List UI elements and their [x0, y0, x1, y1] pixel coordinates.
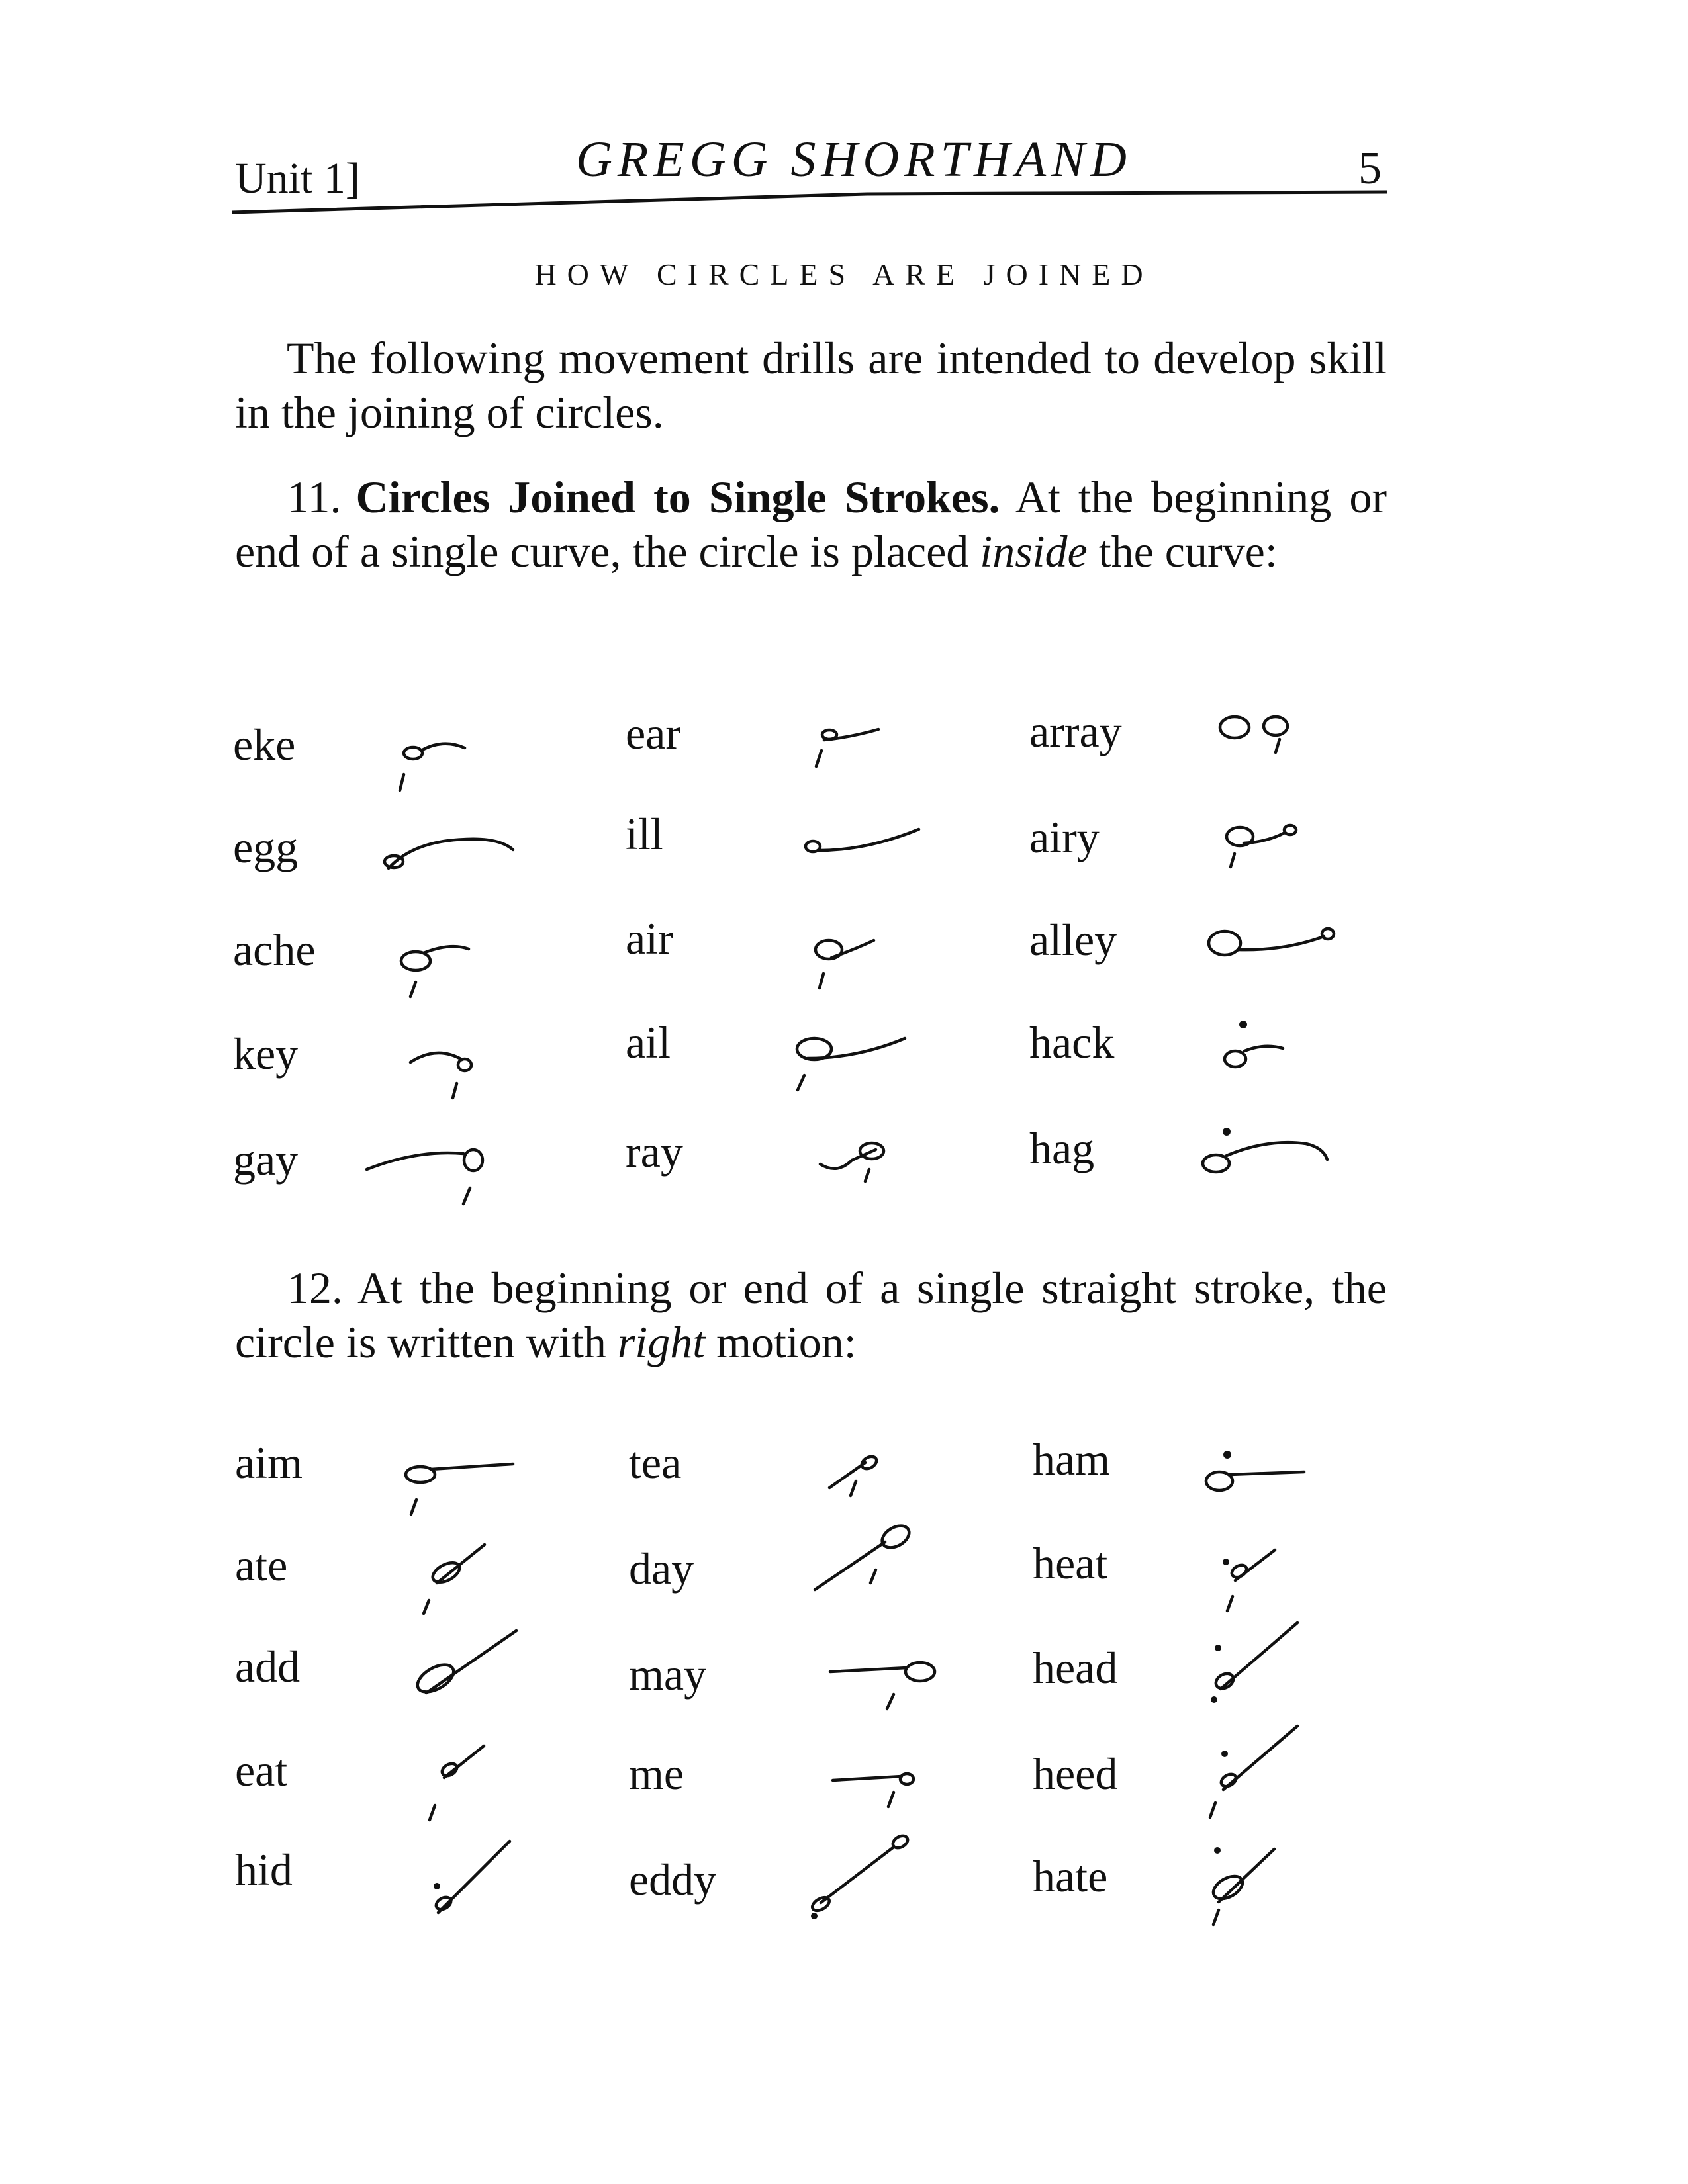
- drill-word: eddy: [629, 1854, 717, 1905]
- emphasis-word: inside: [980, 526, 1088, 576]
- drill-word: ill: [626, 809, 663, 859]
- paragraph-text: motion:: [716, 1317, 857, 1367]
- paragraph-number: 12.: [287, 1263, 343, 1313]
- drill-word: add: [235, 1641, 301, 1692]
- shorthand-outline: [1211, 1542, 1284, 1621]
- drill-word: head: [1033, 1643, 1118, 1693]
- shorthand-outline: [364, 1135, 510, 1214]
- drill-word: array: [1029, 706, 1122, 756]
- section-title: HOW CIRCLES ARE JOINED: [534, 257, 1154, 291]
- drill-word: alley: [1029, 915, 1117, 965]
- drill-word: me: [629, 1749, 684, 1799]
- shorthand-outline: [1185, 1443, 1317, 1516]
- shorthand-outline: [794, 824, 933, 870]
- paragraph-text: At the beginning or end of a single curve, the circle is placed: [235, 472, 1387, 576]
- drill-word: key: [233, 1028, 299, 1079]
- shorthand-outline: [784, 1029, 917, 1102]
- shorthand-outline: [827, 1648, 940, 1721]
- shorthand-outline: [1198, 1721, 1304, 1827]
- drill-word: ail: [626, 1017, 671, 1068]
- drill-word: gay: [233, 1134, 299, 1185]
- paragraph-text: the curve:: [1098, 526, 1278, 576]
- paragraph-11: [235, 470, 1387, 578]
- shorthand-outline: [1198, 917, 1344, 976]
- shorthand-outline: [1205, 1013, 1297, 1085]
- drill-word: tea: [629, 1437, 682, 1488]
- drill-word: ear: [626, 708, 681, 758]
- drill-word: airy: [1029, 812, 1100, 862]
- shorthand-outline: [404, 1036, 496, 1109]
- drill-word: ate: [235, 1540, 288, 1590]
- drill-word: hate: [1033, 1851, 1108, 1901]
- header-rule: [232, 189, 1387, 215]
- shorthand-outline: [424, 1833, 516, 1926]
- shorthand-outline: [1201, 1833, 1288, 1933]
- shorthand-outline: [391, 933, 490, 1006]
- drill-word: hag: [1029, 1123, 1095, 1173]
- drill-word: may: [629, 1649, 707, 1700]
- shorthand-outline: [404, 1621, 530, 1707]
- shorthand-outline: [394, 1449, 526, 1529]
- shorthand-outline: [374, 827, 526, 887]
- drill-word: aim: [235, 1437, 303, 1488]
- shorthand-outline: [818, 1135, 910, 1195]
- drill-word: hack: [1029, 1017, 1115, 1068]
- drill-word: heat: [1033, 1538, 1108, 1588]
- shorthand-outline: [827, 1754, 920, 1827]
- unit-label: Unit 1]: [235, 154, 360, 203]
- shorthand-outline: [811, 1516, 923, 1608]
- drill-word: day: [629, 1543, 694, 1594]
- shorthand-outline: [804, 715, 897, 781]
- paragraph-number: 11.: [287, 472, 342, 522]
- drill-word: ache: [233, 925, 316, 975]
- shorthand-outline: [1188, 1112, 1340, 1191]
- drill-word: ham: [1033, 1434, 1111, 1484]
- drill-word: ray: [626, 1126, 683, 1177]
- paragraph-heading: Circles Joined to Single Strokes.: [355, 472, 1000, 522]
- drill-word: hid: [235, 1844, 293, 1895]
- shorthand-outline: [1215, 705, 1321, 771]
- shorthand-outline: [1215, 814, 1321, 880]
- shorthand-outline: [824, 1443, 890, 1516]
- shorthand-outline: [410, 1535, 503, 1621]
- shorthand-outline: [384, 728, 477, 801]
- book-title: GREGG SHORTHAND: [576, 132, 1132, 187]
- shorthand-outline: [801, 1830, 920, 1923]
- drill-word: air: [626, 913, 673, 964]
- page-number: 5: [1358, 143, 1382, 194]
- drill-word: eke: [233, 719, 296, 770]
- shorthand-outline: [801, 923, 894, 996]
- drill-word: egg: [233, 822, 299, 872]
- emphasis-word: right: [617, 1317, 706, 1367]
- shorthand-outline: [420, 1741, 493, 1833]
- drill-word: heed: [1033, 1749, 1118, 1799]
- paragraph-text: At the beginning or end of a single straight stroke, the circle is written with: [235, 1263, 1387, 1367]
- running-head: [232, 126, 1387, 212]
- shorthand-outline: [1198, 1615, 1304, 1714]
- drill-word: eat: [235, 1745, 288, 1796]
- paragraph-12: [235, 1261, 1387, 1369]
- intro-paragraph: The following movement drills are intended to develop skill in the joining of circles.: [235, 333, 1387, 437]
